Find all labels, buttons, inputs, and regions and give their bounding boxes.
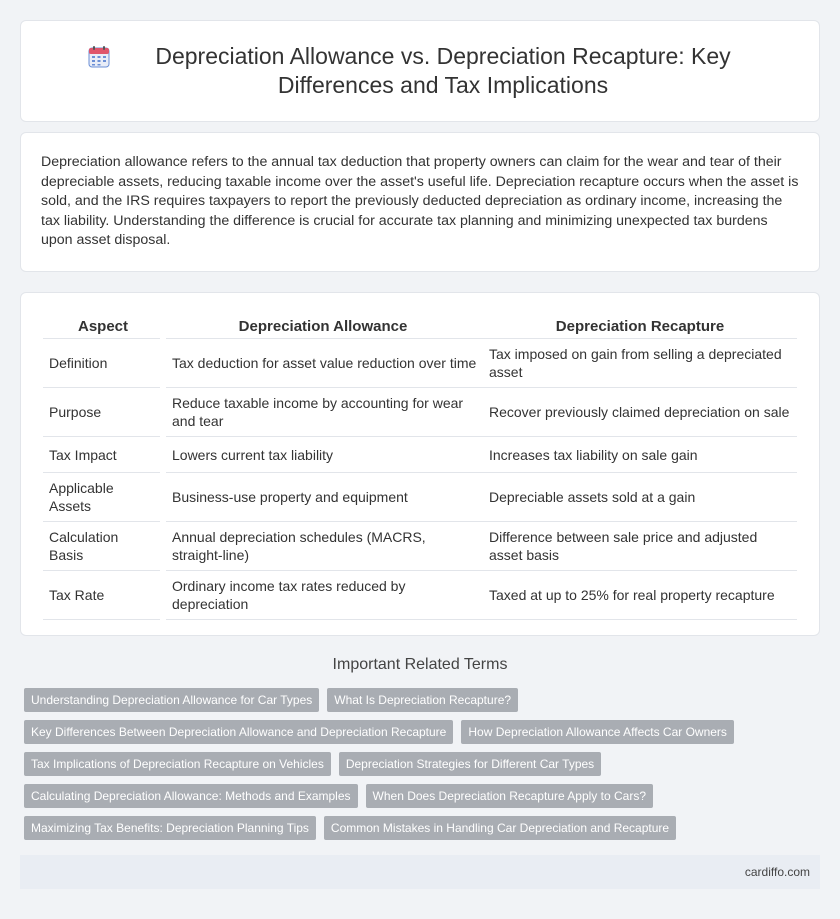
table-cell: Tax Impact	[43, 437, 163, 473]
related-term-link[interactable]: Key Differences Between Depreciation Allowance and Depreciation Recapture	[24, 720, 453, 744]
table-cell: Tax imposed on gain from selling a depreciated asset	[483, 339, 797, 388]
table-row	[43, 522, 797, 571]
table-row	[43, 388, 797, 437]
related-term-link[interactable]: Depreciation Strategies for Different Car Types	[339, 752, 601, 776]
related-terms-list	[24, 688, 824, 848]
table-cell: Tax Rate	[43, 571, 163, 620]
table-cell: Definition	[43, 339, 163, 388]
table-row	[43, 473, 797, 522]
header-allowance: Depreciation Allowance	[163, 311, 483, 339]
table-row	[43, 571, 797, 620]
related-term-link[interactable]: Calculating Depreciation Allowance: Methods and Examples	[24, 784, 358, 808]
table-cell: Ordinary income tax rates reduced by depreciation	[163, 571, 483, 620]
table-cell: Taxed at up to 25% for real property recapture	[483, 571, 797, 620]
header-recapture: Depreciation Recapture	[483, 311, 797, 339]
related-term-link[interactable]: Tax Implications of Depreciation Recapture on Vehicles	[24, 752, 331, 776]
table-cell: Annual depreciation schedules (MACRS, straight-line)	[163, 522, 483, 571]
table-cell: Depreciable assets sold at a gain	[483, 473, 797, 522]
title-card	[20, 20, 820, 122]
table-cell: Purpose	[43, 388, 163, 437]
page-title: Depreciation Allowance vs. Depreciation Recapture: Key Differences and Tax Implications	[155, 43, 731, 98]
related-term-link[interactable]: Maximizing Tax Benefits: Depreciation Planning Tips	[24, 816, 316, 840]
footer	[20, 855, 820, 889]
comparison-card	[20, 292, 820, 636]
table-cell: Lowers current tax liability	[163, 437, 483, 473]
table-cell: Increases tax liability on sale gain	[483, 437, 797, 473]
table-row	[43, 437, 797, 473]
table-cell: Business-use property and equipment	[163, 473, 483, 522]
related-term-link[interactable]: Common Mistakes in Handling Car Depreciation and Recapture	[324, 816, 676, 840]
calendar-icon	[87, 45, 111, 69]
related-term-link[interactable]: When Does Depreciation Recapture Apply to Cars?	[366, 784, 653, 808]
related-term-link[interactable]: How Depreciation Allowance Affects Car Owners	[461, 720, 734, 744]
related-terms-heading: Important Related Terms	[332, 656, 508, 673]
table-cell: Calculation Basis	[43, 522, 163, 571]
table-cell: Recover previously claimed depreciation on sale	[483, 388, 797, 437]
table-cell: Tax deduction for asset value reduction over time	[163, 339, 483, 388]
table-cell: Difference between sale price and adjusted asset basis	[483, 522, 797, 571]
table-row	[43, 339, 797, 388]
related-term-link[interactable]: Understanding Depreciation Allowance for Car Types	[24, 688, 319, 712]
related-term-link[interactable]: What Is Depreciation Recapture?	[327, 688, 518, 712]
intro-card	[20, 132, 820, 272]
intro-paragraph: Depreciation allowance refers to the annual tax deduction that property owners can claim for the wear and tear of their depreciable assets, reducing taxable income over the asset's useful life. Depreciation recapture occurs when the asset is sold, and the IRS requires taxpayers to report the previously deducted depreciation as ordinary income, increasing the tax liability. Understanding the difference is crucial for accurate tax planning and minimizing unexpected tax burdens upon asset disposal.	[41, 154, 799, 248]
table-cell: Reduce taxable income by accounting for wear and tear	[163, 388, 483, 437]
table-header-row	[43, 311, 797, 339]
header-aspect: Aspect	[43, 311, 163, 339]
table-cell: Applicable Assets	[43, 473, 163, 522]
comparison-table	[43, 311, 797, 620]
footer-site-link[interactable]: cardiffo.com	[744, 865, 810, 879]
